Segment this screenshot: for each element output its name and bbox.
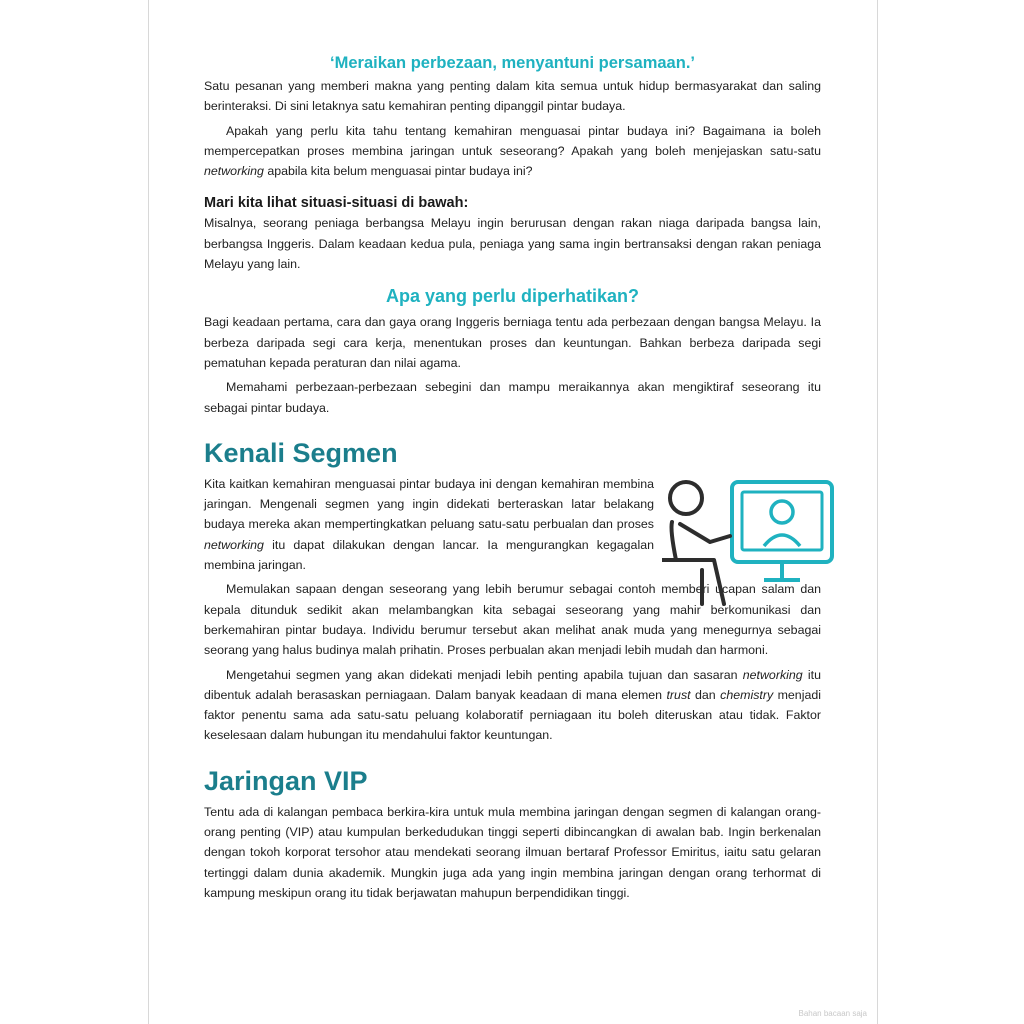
section-title-kenali-segmen: Kenali Segmen xyxy=(204,437,398,468)
intro-p2-text-b: apabila kita belum menguasai pintar budaya ini? xyxy=(263,164,533,179)
perhati-paragraph-1: Bagi keadaan pertama, cara dan gaya orang Inggeris berniaga tentu ada perbezaan dengan bangsa Melayu. Ia berbeza daripada segi cara kerja, menentukan proses dan keuntungan. Bahkan berbeza daripada segi pematuhan kepada peraturan dan nilai agama. xyxy=(204,315,821,370)
segmen-p1-italic: networking xyxy=(204,537,264,552)
intro-p2-text-a: Apakah yang perlu kita tahu tentang kemahiran menguasai pintar budaya ini? Bagaimana ia boleh mempercepatkan proses membina jaringan untuk seseorang? Apakah yang boleh menjejaskan satu-satu xyxy=(204,123,821,158)
segmen-p1-text-a: Kita kaitkan kemahiran menguasai pintar budaya ini dengan kemahiran membina jaringan. Mengenali segmen yang ingin didekati berteraskan latar belakang budaya mereka akan mempertingkatkan peluang satu-satu perbualan dan proses xyxy=(204,476,654,532)
segmen-p3-text-b: itu dibentuk adalah berasaskan perniagaan. Dalam banyak keadaan di mana elemen xyxy=(204,667,821,702)
vip-paragraph: Tentu ada di kalangan pembaca berkira-kira untuk mula membina jaringan dengan segmen di kalangan orang-orang penting (VIP) atau kumpulan berkedudukan tinggi seperti dibincangkan di awalan bab. Ingin berkenalan dengan tokoh korporat tersohor atau mendekati seorang ilmuan bertaraf Professor Emiritus, iaitu satu gelaran tertinggi dalam dunia akademik. Mungkin juga ada yang ingin membina jaringan dengan orang terhormat di kampung meskipun orang itu tidak berjawatan mahupun berpendidikan tinggi. xyxy=(204,804,821,900)
perhati-heading: Apa yang perlu diperhatikan? xyxy=(385,286,640,307)
perhati-paragraph-2: Memahami perbezaan-perbezaan sebegini dan mampu meraikannya akan mengiktiraf seseorang itu sebagai pintar budaya. xyxy=(204,380,821,415)
quote-title: ‘Meraikan perbezaan, menyantuni persamaan.’ xyxy=(330,54,695,72)
segmen-p3-italic-3: chemistry xyxy=(720,687,774,702)
section-title-jaringan-vip: Jaringan VIP xyxy=(204,765,368,796)
segmen-p3-italic-2: trust xyxy=(666,687,691,702)
segmen-paragraph-3 xyxy=(204,665,821,746)
situasi-paragraph: Misalnya, seorang peniaga berbangsa Melayu ingin berurusan dengan rakan niaga daripada bangsa lain, berbangsa Inggeris. Dalam keadaan kedua pula, peniaga yang sama ingin bertransaksi dengan rakan peniaga Melayu yang lain. xyxy=(204,216,821,272)
segmen-paragraph-1 xyxy=(204,474,654,575)
segmen-p3-italic-1: networking xyxy=(742,667,803,682)
segmen-section xyxy=(204,474,821,746)
intro-p2-italic: networking xyxy=(204,164,264,179)
situasi-heading: Mari kita lihat situasi-situasi di bawah: xyxy=(204,195,469,212)
segmen-p3-text-a: Mengetahui segmen yang akan didekati menjadi lebih penting apabila tujuan dan sasaran xyxy=(226,667,743,682)
segmen-paragraph-2: Memulakan sapaan dengan seseorang yang lebih berumur sebagai contoh memberi ucapan salam dan kepala ditunduk sedikit akan melambangkan kita sebagai seseorang yang mahir berkomunikasi dan berkemahiran pintar budaya. Individu berumur tersebut akan melihat anak muda yang menegurnya sebagai seorang yang halus budinya malah prihatin. Proses perbualan akan menjadi lebih mudah dan harmoni. xyxy=(204,582,821,658)
intro-paragraph-2 xyxy=(204,121,821,182)
footer-note: Bahan bacaan saja xyxy=(798,1009,867,1018)
document-page xyxy=(148,0,878,1024)
segmen-p1-text-b: itu dapat dilakukan dengan lancar. Ia mengurangkan kegagalan membina jaringan. xyxy=(204,537,654,573)
person-at-computer-icon xyxy=(662,474,837,609)
segmen-p3-text-d: menjadi faktor penentu sama ada satu-satu peluang kolaboratif perniagaan itu boleh diteruskan atau tidak. Faktor keselesaan dalam hubungan itu mendahului faktor keuntungan. xyxy=(204,687,821,743)
segmen-p3-text-c: dan xyxy=(690,687,721,702)
intro-paragraph-1: Satu pesanan yang memberi makna yang penting dalam kita semua untuk hidup bermasyarakat dan saling berinteraksi. Di sini letaknya satu kemahiran penting dipanggil pintar budaya. xyxy=(204,79,821,114)
page-content xyxy=(204,52,821,903)
